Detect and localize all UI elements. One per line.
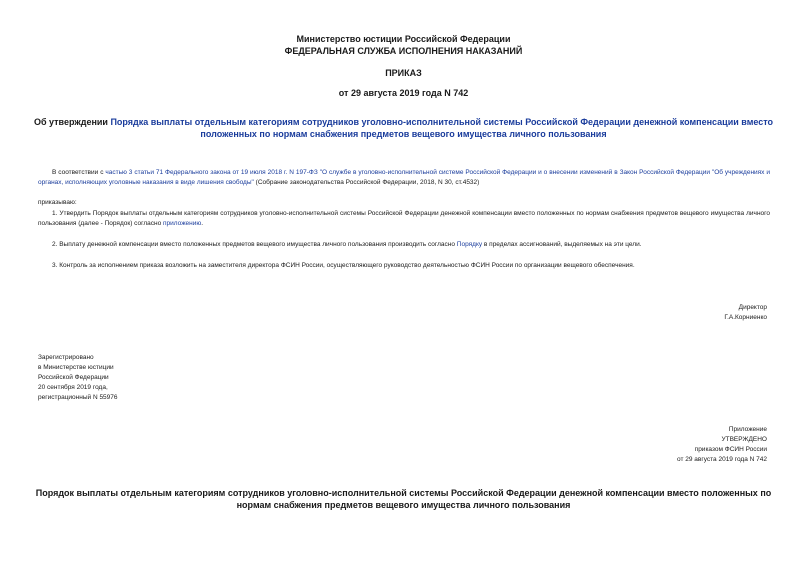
registration-line-1: Зарегистрировано: [38, 354, 94, 361]
signature-name: Г.А.Корниенко: [724, 314, 767, 321]
appendix-line-1: Приложение: [728, 426, 767, 433]
appendix-line-4: от 29 августа 2019 года N 742: [676, 456, 767, 463]
item-2-end: в пределах ассигнований, выделяемых на эти цели.: [482, 241, 642, 248]
signature-block: [724, 303, 767, 323]
law-reference-link[interactable]: частью 3 статьи 71 Федерального закона от 19 июля 2018 г. N 197-ФЗ "О службе в уголовно-исполнительной системе Российской Федерации и о внесении изменений в Закон Российской Федерации "Об учреждениях и органах, исполняющих уголовные наказания в виде лишения свободы": [38, 169, 770, 186]
registration-line-3: Российской Федерации: [38, 374, 109, 381]
prikazyvayu-text: приказываю:: [38, 199, 77, 206]
registration-block: [38, 353, 118, 403]
appendix-link[interactable]: приложению: [163, 220, 202, 227]
signature-position: Директор: [738, 304, 767, 311]
order-heading: ПРИКАЗ: [385, 68, 422, 78]
registration-line-4: 20 сентября 2019 года,: [38, 384, 108, 391]
appendix-line-2: УТВЕРЖДЕНО: [721, 436, 767, 443]
appendix-line-3: приказом ФСИН России: [694, 446, 767, 453]
title-prefix: Об утверждении: [33, 117, 111, 127]
ministry-heading: Министерство юстиции Российской Федерации: [296, 34, 511, 44]
procedure-link[interactable]: Порядку: [456, 241, 483, 248]
order-date: от 29 августа 2019 года N 742: [338, 88, 469, 98]
item-1-end: .: [201, 220, 204, 227]
title-link[interactable]: Порядка выплаты отдельным категориям сотрудников уголовно-исполнительной системы Российской Федерации денежной компенсации вместо положенных по нормам снабжения предметов вещевого имущества личного пользования: [110, 117, 774, 139]
document-title: [30, 116, 777, 140]
registration-line-5: регистрационный N 55976: [38, 394, 118, 401]
preamble-paragraph: [38, 168, 770, 188]
appendix-block: [677, 425, 767, 465]
item-2-text: 2. Выплату денежной компенсации вместо положенных предметов вещевого имущества личного пользования производить согласно: [52, 241, 457, 248]
registration-line-2: в Министерстве юстиции: [38, 364, 114, 371]
preamble-suffix: (Собрание законодательства Российской Федерации, 2018, N 30, ст.4532): [253, 179, 480, 186]
item-2-paragraph: [38, 240, 770, 250]
item-3-paragraph: 3. Контроль за исполнением приказа возложить на заместителя директора ФСИН России, осуществляющего руководство деятельностью ФСИН России по организации вещевого обеспечения.: [52, 262, 635, 269]
item-1-text: 1. Утвердить Порядок выплаты отдельным категориям сотрудников уголовно-исполнительной системы Российской Федерации денежной компенсации вместо положенных по нормам снабжения предметов вещевого имущества личного пользования (далее - Порядок) согласно: [38, 210, 770, 227]
procedure-title: Порядок выплаты отдельным категориям сотрудников уголовно-исполнительной системы Российской Федерации денежной компенсации вместо положенных по нормам снабжения предметов вещевого имущества личного пользования: [35, 488, 772, 510]
preamble-prefix: В соответствии с: [52, 169, 106, 176]
item-1-paragraph: [38, 209, 770, 229]
service-heading: ФЕДЕРАЛЬНАЯ СЛУЖБА ИСПОЛНЕНИЯ НАКАЗАНИЙ: [284, 46, 523, 56]
